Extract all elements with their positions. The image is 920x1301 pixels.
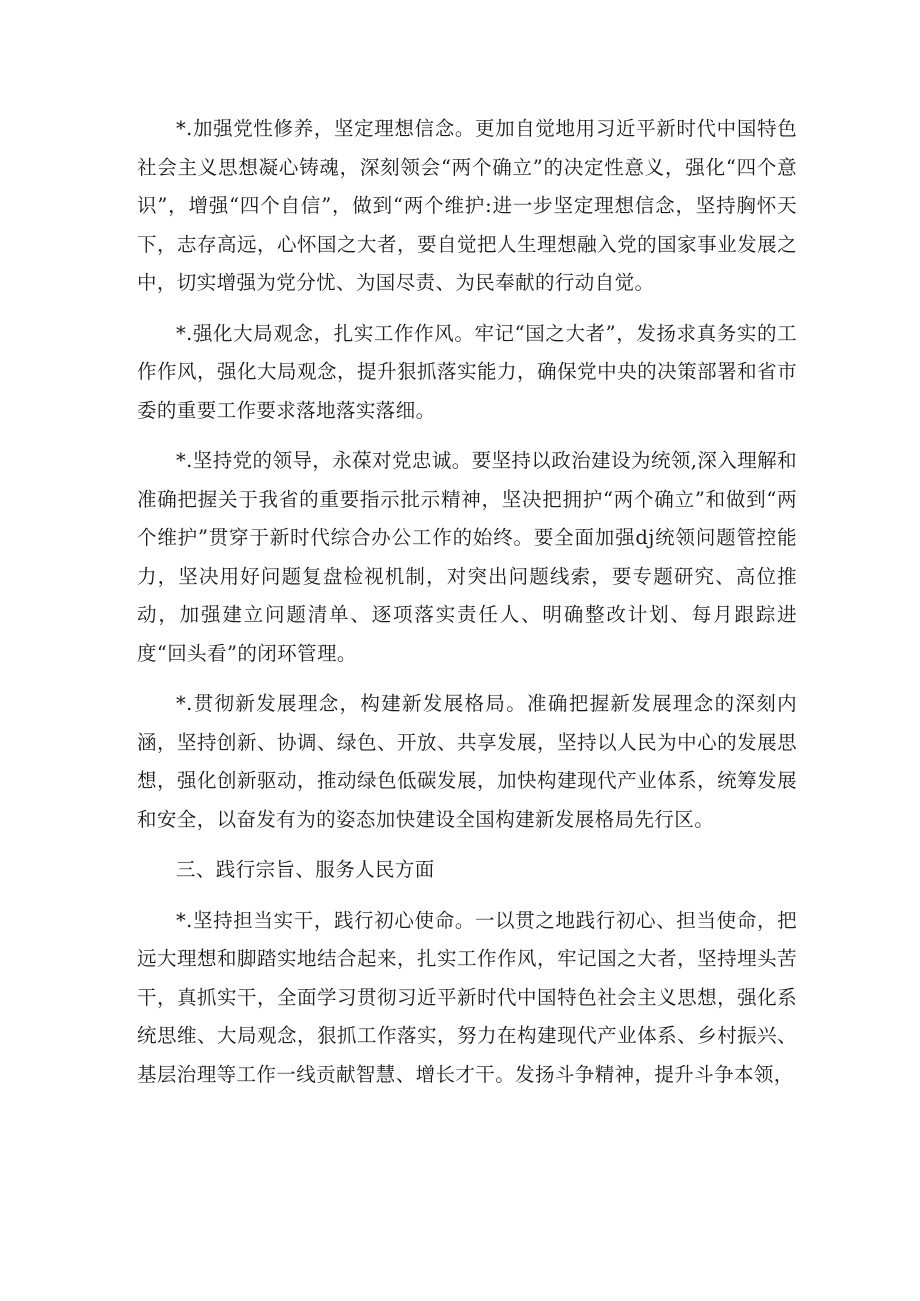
paragraph-commitment: *.坚持担当实干，践行初心使命。一以贯之地践行初心、担当使命，把远大理想和脚踏实地结合起来，扎实工作作风，牢记国之大者，坚持埋头苦干，真抓实干，全面学习贯彻习近平新时代中国特色社会主义思想，强化系统思维、大局观念，狠抓工作落实，努力在构建现代产业体系、乡村振兴、基层治理等工作一线贡献智慧、增长才干。发扬斗争精神，提升斗争本领， [137,908,797,1086]
section-heading: 三、践行宗旨、服务人民方面 [176,858,435,881]
paragraph-new-development: *.贯彻新发展理念，构建新发展格局。准确把握新发展理念的深刻内涵，坚持创新、协调、绿色、开放、共享发展，坚持以人民为中心的发展思想，强化创新驱动，推动绿色低碳发展，加快构建现代产业体系，统筹发展和安全，以奋发有为的姿态加快建设全国构建新发展格局先行区。 [137,692,797,831]
paragraph-overall-view: *.强化大局观念，扎实工作作风。牢记“国之大者”，发扬求真务实的工作作风，强化大局观念，提升狠抓落实能力，确保党中央的决策部署和省市委的重要工作要求落地落实落细。 [137,321,797,422]
paragraph-party-leadership: *.坚持党的领导，永葆对党忠诚。要坚持以政治建设为统领,深入理解和准确把握关于我省的重要指示批示精神，坚决把拥护“两个确立”和做到“两个维护”贯穿于新时代综合办公工作的始终。要全面加强dj统领问题管控能力，坚决用好问题复盘检视机制，对突出问题线索，要专题研究、高位推动，加强建立问题清单、逐项落实责任人、明确整改计划、每月跟踪进度“回头看”的闭环管理。 [137,449,797,665]
document-page [137,110,797,1106]
paragraph-party-spirit: *.加强党性修养，坚定理想信念。更加自觉地用习近平新时代中国特色社会主义思想凝心铸魂，深刻领会“两个确立”的决定性意义，强化“四个意识”，增强“四个自信”，做到“两个维护:进一步坚定理想信念，坚持胸怀天下，志存高远，心怀国之大者，要自觉把人生理想融入党的国家事业发展之中，切实增强为党分忧、为国尽责、为民奉献的行动自觉。 [137,117,797,294]
